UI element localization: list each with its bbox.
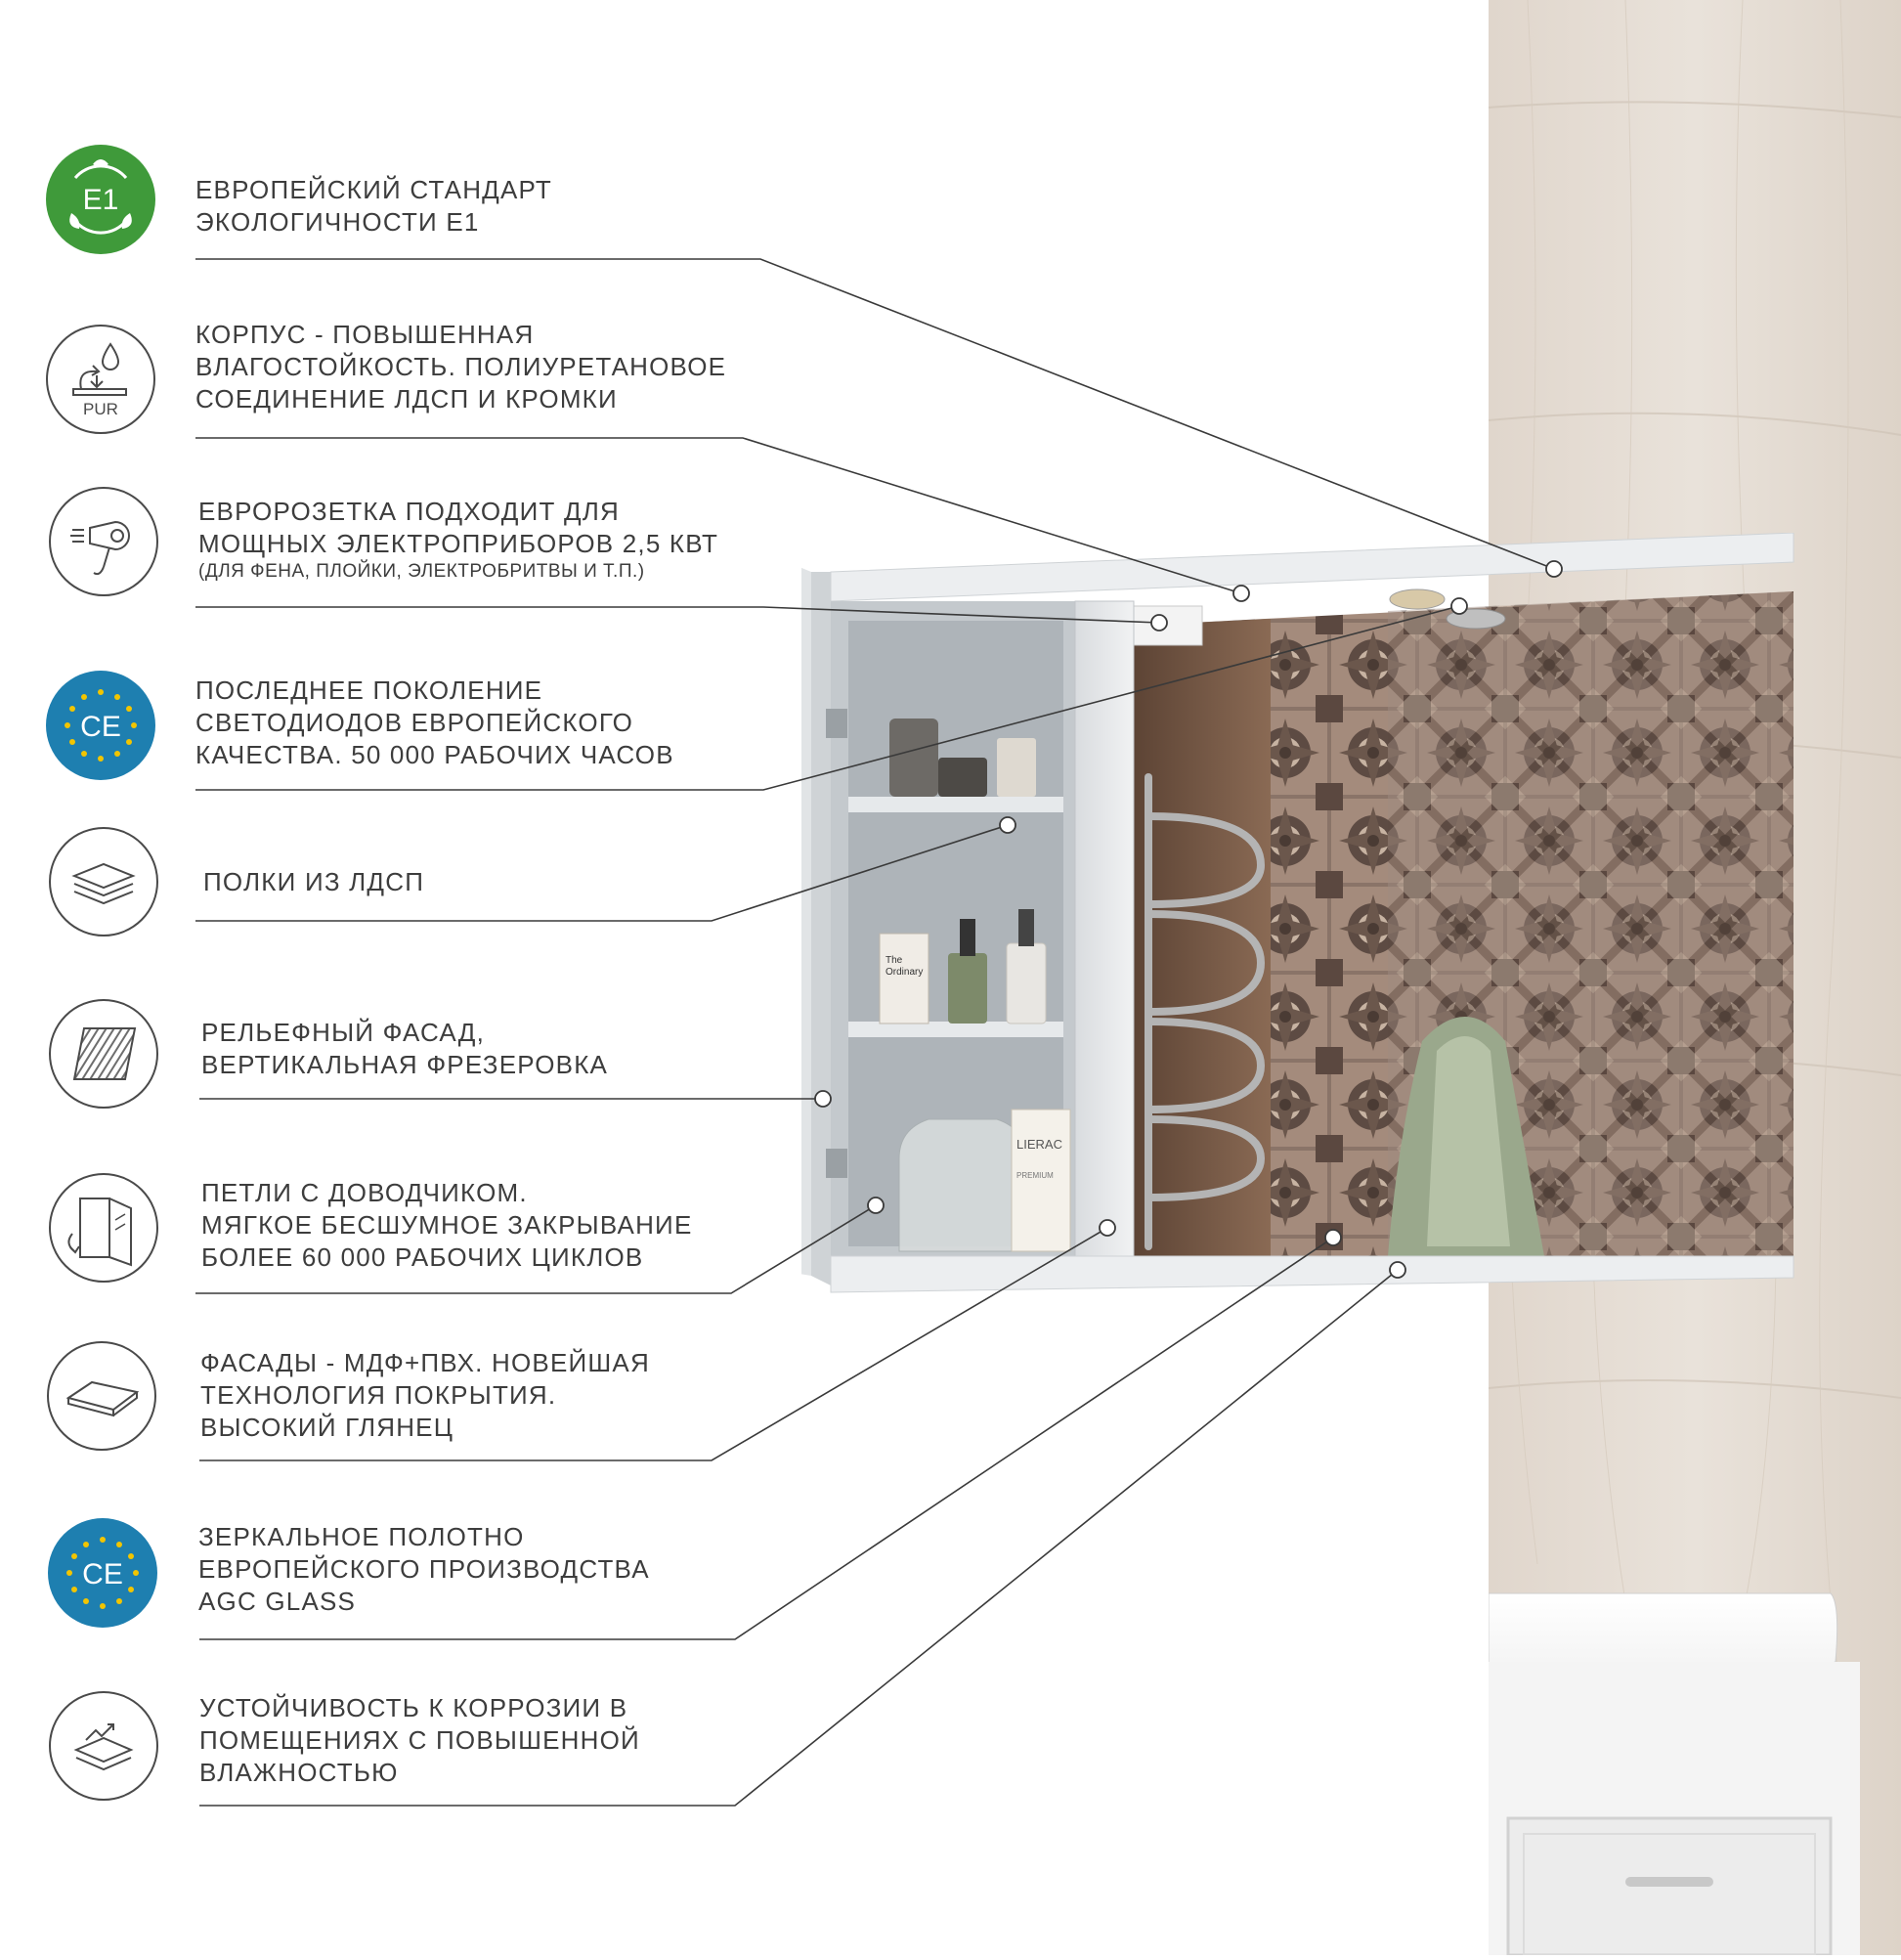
mirror-cabinet <box>801 533 1857 1315</box>
e1-badge-text: E1 <box>82 184 119 216</box>
feature-line: КОРПУС - ПОВЫШЕННАЯ <box>195 320 535 349</box>
pur-badge-text: PUR <box>83 400 118 418</box>
soft-close-hinge-icon <box>49 1173 158 1283</box>
product-label-text: Ordinary <box>886 967 924 978</box>
feature-line: ПЕТЛИ С ДОВОДЧИКОМ. <box>201 1178 528 1207</box>
product-label-text: The <box>886 955 903 966</box>
product-label-text: PREMIUM <box>1016 1171 1054 1180</box>
feature-line: ЕВРОРОЗЕТКА ПОДХОДИТ ДЛЯ <box>198 497 621 526</box>
panel-board-icon <box>47 1341 156 1451</box>
feature-line: ВЛАГОСТОЙКОСТЬ. ПОЛИУРЕТАНОВОЕ <box>195 352 727 381</box>
feature-text <box>195 675 674 771</box>
feature-text <box>200 1347 650 1444</box>
feature-text <box>203 866 424 898</box>
feature-line: ЕВРОПЕЙСКИЙ СТАНДАРТ <box>195 175 552 204</box>
feature-text <box>195 174 552 239</box>
ce-badge-text: CE <box>80 711 121 743</box>
feature-line: ВЛАЖНОСТЬЮ <box>199 1758 399 1787</box>
feature-line: ПОМЕЩЕНИЯХ С ПОВЫШЕННОЙ <box>199 1725 640 1755</box>
feature-line: МЯГКОЕ БЕСШУМНОЕ ЗАКРЫВАНИЕ <box>201 1210 693 1240</box>
feature-line: РЕЛЬЕФНЫЙ ФАСАД, <box>201 1018 486 1047</box>
pur-moisture-icon <box>46 325 155 434</box>
ce-badge-text: CE <box>82 1558 123 1590</box>
feature-line: ЕВРОПЕЙСКОГО ПРОИЗВОДСТВА <box>198 1554 650 1584</box>
feature-line: КАЧЕСТВА. 50 000 РАБОЧИХ ЧАСОВ <box>195 740 674 769</box>
ce-mark-icon <box>48 1518 157 1628</box>
feature-line: СОЕДИНЕНИЕ ЛДСП И КРОМКИ <box>195 384 618 414</box>
feature-line: ВЫСОКИЙ ГЛЯНЕЦ <box>200 1413 454 1442</box>
feature-line: ПОЛКИ ИЗ ЛДСП <box>203 867 425 896</box>
feature-line: ВЕРТИКАЛЬНАЯ ФРЕЗЕРОВКА <box>201 1050 609 1079</box>
feature-text <box>201 1177 692 1274</box>
ce-mark-icon <box>46 671 155 780</box>
relief-facade-icon <box>49 999 158 1109</box>
feature-line: МОЩНЫХ ЭЛЕКТРОПРИБОРОВ 2,5 КВТ <box>198 529 719 558</box>
feature-note: (ДЛЯ ФЕНА, ПЛОЙКИ, ЭЛЕКТРОБРИТВЫ И Т.П.) <box>198 561 645 582</box>
feature-text <box>198 496 718 584</box>
feature-text <box>198 1521 650 1618</box>
stacked-shelves-icon <box>49 827 158 936</box>
feature-line: AGC GLASS <box>198 1587 357 1616</box>
feature-line: ЗЕРКАЛЬНОЕ ПОЛОТНО <box>198 1522 525 1551</box>
e1-eco-icon <box>46 145 155 254</box>
feature-line: ЭКОЛОГИЧНОСТИ Е1 <box>195 207 480 237</box>
feature-text <box>195 319 726 415</box>
hair-dryer-icon <box>49 487 158 596</box>
feature-line: ФАСАДЫ - МДФ+ПВХ. НОВЕЙШАЯ <box>200 1348 650 1377</box>
feature-line: СВЕТОДИОДОВ ЕВРОПЕЙСКОГО <box>195 708 634 737</box>
corrosion-resistance-icon <box>49 1691 158 1801</box>
feature-line: ПОСЛЕДНЕЕ ПОКОЛЕНИЕ <box>195 675 543 705</box>
product-label-text: LIERAC <box>1016 1137 1062 1152</box>
feature-text <box>201 1017 608 1081</box>
cabinet-photo <box>801 533 1857 1315</box>
feature-line: БОЛЕЕ 60 000 РАБОЧИХ ЦИКЛОВ <box>201 1242 644 1272</box>
feature-line: ТЕХНОЛОГИЯ ПОКРЫТИЯ. <box>200 1380 557 1410</box>
feature-text <box>199 1692 640 1789</box>
feature-line: УСТОЙЧИВОСТЬ К КОРРОЗИИ В <box>199 1693 628 1722</box>
